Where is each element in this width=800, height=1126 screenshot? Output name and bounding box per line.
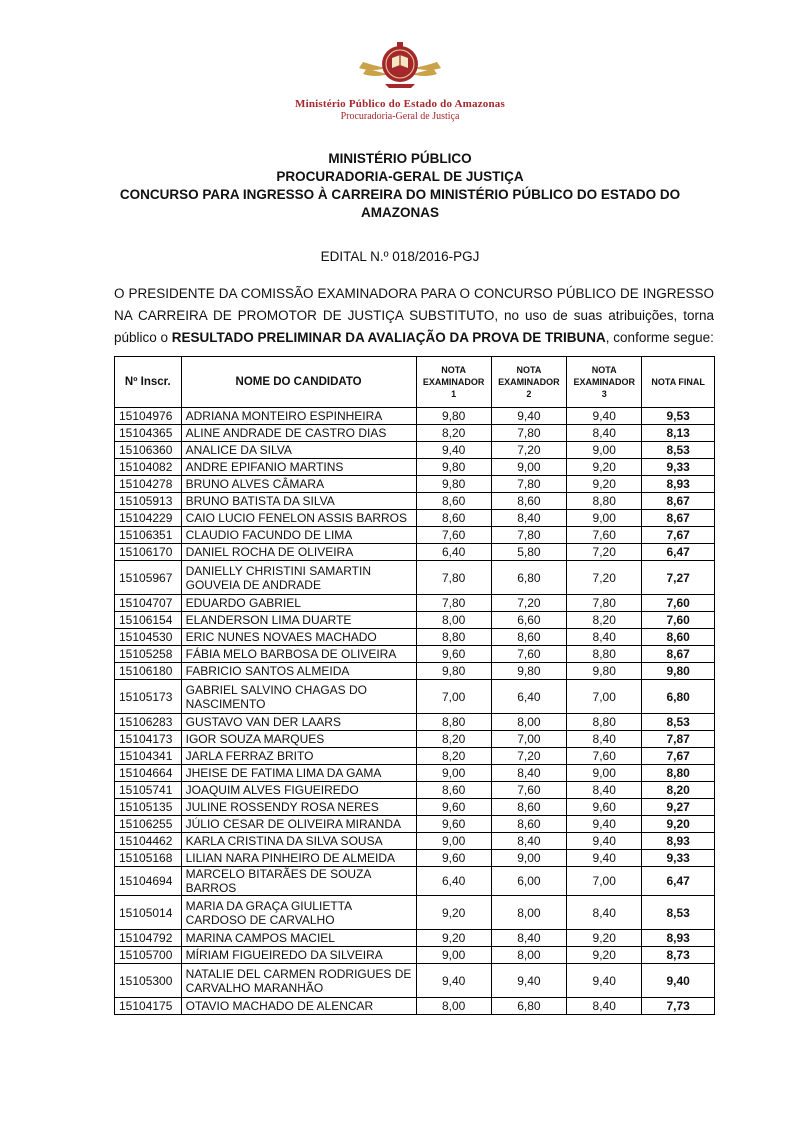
- table-row: [115, 850, 715, 867]
- candidate-name-cell: ADRIANA MONTEIRO ESPINHEIRA: [181, 408, 416, 425]
- examiner-2-score-cell: 9,40: [491, 964, 566, 998]
- header-ex3-b: EXAMINADOR: [573, 377, 635, 387]
- heading-line-3: CONCURSO PARA INGRESSO À CARREIRA DO MINISTÉRIO PÚBLICO DO ESTADO DO: [119, 187, 681, 202]
- examiner-3-score-cell: 9,40: [567, 850, 642, 867]
- examiner-2-score-cell: 6,80: [491, 561, 566, 595]
- examiner-2-score-cell: 8,00: [491, 947, 566, 964]
- examiner-2-score-cell: 8,40: [491, 930, 566, 947]
- examiner-2-score-cell: 6,40: [491, 680, 566, 714]
- examiner-2-score-cell: 9,40: [491, 408, 566, 425]
- examiner-1-score-cell: 9,40: [416, 442, 491, 459]
- table-row: [115, 833, 715, 850]
- examiner-2-score-cell: 8,40: [491, 510, 566, 527]
- inscription-cell: 15105913: [115, 493, 182, 510]
- intro-bold: RESULTADO PRELIMINAR DA AVALIAÇÃO DA PROVA DE TRIBUNA: [171, 330, 606, 345]
- final-score-cell: 7,87: [642, 731, 715, 748]
- inscription-cell: 15105135: [115, 799, 182, 816]
- final-score-cell: 8,53: [642, 442, 715, 459]
- header-ex2-b: EXAMINADOR: [498, 377, 560, 387]
- examiner-3-score-cell: 7,00: [567, 680, 642, 714]
- examiner-1-score-cell: 6,40: [416, 544, 491, 561]
- table-row: [115, 561, 715, 595]
- final-score-cell: 8,93: [642, 476, 715, 493]
- candidate-name-cell: JOAQUIM ALVES FIGUEIREDO: [181, 782, 416, 799]
- inscription-cell: 15105014: [115, 896, 182, 930]
- examiner-1-score-cell: 8,80: [416, 714, 491, 731]
- header-ex1-c: 1: [451, 389, 457, 399]
- examiner-3-score-cell: 7,60: [567, 748, 642, 765]
- candidate-name-cell: MARINA CAMPOS MACIEL: [181, 930, 416, 947]
- final-score-cell: 9,40: [642, 964, 715, 998]
- examiner-3-score-cell: 8,40: [567, 425, 642, 442]
- examiner-3-score-cell: 8,40: [567, 629, 642, 646]
- candidate-name-cell: ELANDERSON LIMA DUARTE: [181, 612, 416, 629]
- results-table: [114, 356, 715, 1015]
- candidate-name-cell: MARCELO BITARÃES DE SOUZA BARROS: [181, 867, 416, 896]
- candidate-name-cell: GABRIEL SALVINO CHAGAS DO NASCIMENTO: [181, 680, 416, 714]
- final-score-cell: 9,53: [642, 408, 715, 425]
- examiner-3-score-cell: 8,40: [567, 998, 642, 1015]
- intro-paragraph: [114, 283, 714, 349]
- final-score-cell: 9,20: [642, 816, 715, 833]
- final-score-cell: 7,60: [642, 612, 715, 629]
- final-score-cell: 9,80: [642, 663, 715, 680]
- examiner-3-score-cell: 9,40: [567, 833, 642, 850]
- examiner-2-score-cell: 8,00: [491, 896, 566, 930]
- table-row: [115, 629, 715, 646]
- inscription-cell: 15104341: [115, 748, 182, 765]
- examiner-1-score-cell: 9,60: [416, 646, 491, 663]
- examiner-1-score-cell: 8,20: [416, 731, 491, 748]
- examiner-2-score-cell: 6,60: [491, 612, 566, 629]
- inscription-cell: 15104976: [115, 408, 182, 425]
- examiner-2-score-cell: 8,40: [491, 833, 566, 850]
- final-score-cell: 8,60: [642, 629, 715, 646]
- examiner-2-score-cell: 7,80: [491, 476, 566, 493]
- header-examiner-2: [491, 357, 566, 408]
- final-score-cell: 8,20: [642, 782, 715, 799]
- table-row: [115, 867, 715, 896]
- examiner-2-score-cell: 8,60: [491, 799, 566, 816]
- org-name: Ministério Público do Estado do Amazonas: [295, 98, 505, 110]
- examiner-3-score-cell: 9,00: [567, 510, 642, 527]
- header-final: NOTA FINAL: [642, 357, 715, 408]
- letterhead: [0, 34, 800, 122]
- header-ex3-c: 3: [601, 389, 607, 399]
- final-score-cell: 6,47: [642, 867, 715, 896]
- examiner-1-score-cell: 9,00: [416, 833, 491, 850]
- candidate-name-cell: FÁBIA MELO BARBOSA DE OLIVEIRA: [181, 646, 416, 663]
- examiner-2-score-cell: 8,60: [491, 629, 566, 646]
- examiner-1-score-cell: 6,40: [416, 867, 491, 896]
- table-row: [115, 930, 715, 947]
- inscription-cell: 15105258: [115, 646, 182, 663]
- candidate-name-cell: ERIC NUNES NOVAES MACHADO: [181, 629, 416, 646]
- examiner-3-score-cell: 9,40: [567, 408, 642, 425]
- inscription-cell: 15105967: [115, 561, 182, 595]
- inscription-cell: 15106283: [115, 714, 182, 731]
- examiner-1-score-cell: 7,80: [416, 595, 491, 612]
- examiner-1-score-cell: 9,60: [416, 816, 491, 833]
- examiner-1-score-cell: 9,00: [416, 947, 491, 964]
- examiner-2-score-cell: 8,40: [491, 765, 566, 782]
- inscription-cell: 15105700: [115, 947, 182, 964]
- examiner-3-score-cell: 9,40: [567, 816, 642, 833]
- examiner-2-score-cell: 7,60: [491, 646, 566, 663]
- table-row: [115, 476, 715, 493]
- heading-line-1: MINISTÉRIO PÚBLICO: [328, 151, 472, 166]
- heading-line-2: PROCURADORIA-GERAL DE JUSTIÇA: [276, 169, 524, 184]
- examiner-3-score-cell: 9,60: [567, 799, 642, 816]
- examiner-3-score-cell: 9,80: [567, 663, 642, 680]
- examiner-1-score-cell: 9,00: [416, 765, 491, 782]
- table-row: [115, 612, 715, 629]
- examiner-2-score-cell: 8,60: [491, 816, 566, 833]
- examiner-3-score-cell: 8,80: [567, 493, 642, 510]
- examiner-2-score-cell: 7,80: [491, 527, 566, 544]
- inscription-cell: 15104530: [115, 629, 182, 646]
- examiner-1-score-cell: 9,80: [416, 459, 491, 476]
- table-row: [115, 998, 715, 1015]
- table-row: [115, 510, 715, 527]
- examiner-1-score-cell: 9,80: [416, 408, 491, 425]
- inscription-cell: 15104462: [115, 833, 182, 850]
- table-row: [115, 527, 715, 544]
- examiner-1-score-cell: 8,60: [416, 510, 491, 527]
- examiner-3-score-cell: 8,40: [567, 782, 642, 799]
- final-score-cell: 8,53: [642, 896, 715, 930]
- institution-seal-icon: [355, 34, 445, 94]
- examiner-3-score-cell: 7,60: [567, 527, 642, 544]
- examiner-1-score-cell: 9,20: [416, 930, 491, 947]
- candidate-name-cell: FABRICIO SANTOS ALMEIDA: [181, 663, 416, 680]
- table-row: [115, 595, 715, 612]
- examiner-1-score-cell: 7,60: [416, 527, 491, 544]
- table-row: [115, 731, 715, 748]
- candidate-name-cell: KARLA CRISTINA DA SILVA SOUSA: [181, 833, 416, 850]
- examiner-1-score-cell: 8,00: [416, 998, 491, 1015]
- examiner-1-score-cell: 7,80: [416, 561, 491, 595]
- final-score-cell: 8,67: [642, 493, 715, 510]
- inscription-cell: 15104278: [115, 476, 182, 493]
- org-subtitle: Procuradoria-Geral de Justiça: [340, 111, 460, 122]
- inscription-cell: 15104707: [115, 595, 182, 612]
- table-row: [115, 816, 715, 833]
- candidate-name-cell: ALINE ANDRADE DE CASTRO DIAS: [181, 425, 416, 442]
- table-row: [115, 964, 715, 998]
- inscription-cell: 15104175: [115, 998, 182, 1015]
- examiner-3-score-cell: 9,00: [567, 442, 642, 459]
- final-score-cell: 8,67: [642, 646, 715, 663]
- header-ex1-b: EXAMINADOR: [422, 377, 485, 387]
- document-heading: [0, 150, 800, 222]
- candidate-name-cell: EDUARDO GABRIEL: [181, 595, 416, 612]
- candidate-name-cell: DANIELLY CHRISTINI SAMARTIN GOUVEIA DE ANDRADE: [181, 561, 416, 595]
- candidate-name-cell: LILIAN NARA PINHEIRO DE ALMEIDA: [181, 850, 416, 867]
- table-row: [115, 493, 715, 510]
- examiner-3-score-cell: 8,40: [567, 731, 642, 748]
- inscription-cell: 15104792: [115, 930, 182, 947]
- table-row: [115, 765, 715, 782]
- header-ex2-c: 2: [526, 389, 532, 399]
- examiner-1-score-cell: 8,80: [416, 629, 491, 646]
- header-ex2-a: NOTA: [516, 365, 542, 375]
- inscription-cell: 15104082: [115, 459, 182, 476]
- intro-tail: , conforme segue:: [605, 330, 714, 345]
- candidate-name-cell: DANIEL ROCHA DE OLIVEIRA: [181, 544, 416, 561]
- table-row: [115, 425, 715, 442]
- inscription-cell: 15106154: [115, 612, 182, 629]
- table-row: [115, 459, 715, 476]
- examiner-1-score-cell: 9,40: [416, 964, 491, 998]
- examiner-1-score-cell: 8,60: [416, 493, 491, 510]
- table-row: [115, 714, 715, 731]
- table-body: [115, 408, 715, 1015]
- inscription-cell: 15104229: [115, 510, 182, 527]
- examiner-3-score-cell: 7,80: [567, 595, 642, 612]
- examiner-2-score-cell: 5,80: [491, 544, 566, 561]
- examiner-3-score-cell: 9,20: [567, 947, 642, 964]
- examiner-1-score-cell: 9,80: [416, 476, 491, 493]
- heading-line-4: AMAZONAS: [361, 205, 439, 220]
- final-score-cell: 8,80: [642, 765, 715, 782]
- inscription-cell: 15105300: [115, 964, 182, 998]
- examiner-2-score-cell: 7,80: [491, 425, 566, 442]
- candidate-name-cell: MARIA DA GRAÇA GIULIETTA CARDOSO DE CARVALHO: [181, 896, 416, 930]
- final-score-cell: 8,53: [642, 714, 715, 731]
- final-score-cell: 7,67: [642, 527, 715, 544]
- examiner-2-score-cell: 7,20: [491, 595, 566, 612]
- candidate-name-cell: BRUNO ALVES CÂMARA: [181, 476, 416, 493]
- examiner-2-score-cell: 7,20: [491, 442, 566, 459]
- final-score-cell: 8,13: [642, 425, 715, 442]
- candidate-name-cell: ANALICE DA SILVA: [181, 442, 416, 459]
- examiner-1-score-cell: 9,60: [416, 799, 491, 816]
- examiner-1-score-cell: 8,60: [416, 782, 491, 799]
- final-score-cell: 7,67: [642, 748, 715, 765]
- examiner-3-score-cell: 9,00: [567, 765, 642, 782]
- table-row: [115, 748, 715, 765]
- table-row: [115, 680, 715, 714]
- header-ex3-a: NOTA: [591, 365, 617, 375]
- header-inscr: Nº Inscr.: [115, 357, 182, 408]
- examiner-1-score-cell: 9,80: [416, 663, 491, 680]
- examiner-3-score-cell: 7,20: [567, 544, 642, 561]
- examiner-1-score-cell: 7,00: [416, 680, 491, 714]
- examiner-3-score-cell: 7,20: [567, 561, 642, 595]
- inscription-cell: 15106255: [115, 816, 182, 833]
- candidate-name-cell: CAIO LUCIO FENELON ASSIS BARROS: [181, 510, 416, 527]
- table-row: [115, 782, 715, 799]
- final-score-cell: 8,93: [642, 930, 715, 947]
- candidate-name-cell: IGOR SOUZA MARQUES: [181, 731, 416, 748]
- examiner-2-score-cell: 7,60: [491, 782, 566, 799]
- candidate-name-cell: JHEISE DE FATIMA LIMA DA GAMA: [181, 765, 416, 782]
- candidate-name-cell: JARLA FERRAZ BRITO: [181, 748, 416, 765]
- table-row: [115, 442, 715, 459]
- table-row: [115, 663, 715, 680]
- examiner-2-score-cell: 7,00: [491, 731, 566, 748]
- header-ex1-a: NOTA: [441, 365, 467, 375]
- candidate-name-cell: JULINE ROSSENDY ROSA NERES: [181, 799, 416, 816]
- table-header-row: [115, 357, 715, 408]
- final-score-cell: 8,93: [642, 833, 715, 850]
- table-row: [115, 896, 715, 930]
- examiner-2-score-cell: 6,00: [491, 867, 566, 896]
- final-score-cell: 9,27: [642, 799, 715, 816]
- table-row: [115, 646, 715, 663]
- inscription-cell: 15106170: [115, 544, 182, 561]
- examiner-2-score-cell: 9,00: [491, 459, 566, 476]
- inscription-cell: 15106180: [115, 663, 182, 680]
- candidate-name-cell: BRUNO BATISTA DA SILVA: [181, 493, 416, 510]
- candidate-name-cell: NATALIE DEL CARMEN RODRIGUES DE CARVALHO MARANHÃO: [181, 964, 416, 998]
- final-score-cell: 7,60: [642, 595, 715, 612]
- header-examiner-3: [567, 357, 642, 408]
- examiner-2-score-cell: 6,80: [491, 998, 566, 1015]
- examiner-1-score-cell: 9,20: [416, 896, 491, 930]
- table-row: [115, 799, 715, 816]
- candidate-name-cell: JÚLIO CESAR DE OLIVEIRA MIRANDA: [181, 816, 416, 833]
- candidate-name-cell: CLAUDIO FACUNDO DE LIMA: [181, 527, 416, 544]
- final-score-cell: 6,47: [642, 544, 715, 561]
- examiner-3-score-cell: 8,80: [567, 714, 642, 731]
- examiner-3-score-cell: 8,80: [567, 646, 642, 663]
- examiner-3-score-cell: 9,40: [567, 964, 642, 998]
- examiner-1-score-cell: 8,00: [416, 612, 491, 629]
- examiner-1-score-cell: 8,20: [416, 425, 491, 442]
- final-score-cell: 8,73: [642, 947, 715, 964]
- final-score-cell: 7,27: [642, 561, 715, 595]
- inscription-cell: 15104694: [115, 867, 182, 896]
- final-score-cell: 8,67: [642, 510, 715, 527]
- inscription-cell: 15105168: [115, 850, 182, 867]
- inscription-cell: 15104173: [115, 731, 182, 748]
- inscription-cell: 15104365: [115, 425, 182, 442]
- inscription-cell: 15106351: [115, 527, 182, 544]
- intro-text: O PRESIDENTE DA COMISSÃO EXAMINADORA PARA O CONCURSO PÚBLICO DE INGRESSO NA CARREIRA DE PROMOTOR DE JUSTIÇA SUBSTITUTO, no uso de suas atribuições, torna público o: [114, 286, 714, 345]
- table-row: [115, 947, 715, 964]
- inscription-cell: 15106360: [115, 442, 182, 459]
- examiner-2-score-cell: 8,00: [491, 714, 566, 731]
- candidate-name-cell: ANDRE EPIFANIO MARTINS: [181, 459, 416, 476]
- examiner-2-score-cell: 8,60: [491, 493, 566, 510]
- table-row: [115, 408, 715, 425]
- edital-number: EDITAL N.º 018/2016-PGJ: [320, 249, 480, 264]
- candidate-name-cell: GUSTAVO VAN DER LAARS: [181, 714, 416, 731]
- final-score-cell: 7,73: [642, 998, 715, 1015]
- header-name: NOME DO CANDIDATO: [181, 357, 416, 408]
- examiner-3-score-cell: 8,40: [567, 896, 642, 930]
- examiner-3-score-cell: 9,20: [567, 459, 642, 476]
- candidate-name-cell: OTAVIO MACHADO DE ALENCAR: [181, 998, 416, 1015]
- final-score-cell: 9,33: [642, 850, 715, 867]
- inscription-cell: 15105173: [115, 680, 182, 714]
- final-score-cell: 9,33: [642, 459, 715, 476]
- examiner-2-score-cell: 9,00: [491, 850, 566, 867]
- examiner-1-score-cell: 8,20: [416, 748, 491, 765]
- examiner-3-score-cell: 8,20: [567, 612, 642, 629]
- examiner-2-score-cell: 7,20: [491, 748, 566, 765]
- examiner-1-score-cell: 9,60: [416, 850, 491, 867]
- header-examiner-1: [416, 357, 491, 408]
- final-score-cell: 6,80: [642, 680, 715, 714]
- inscription-cell: 15104664: [115, 765, 182, 782]
- examiner-3-score-cell: 9,20: [567, 930, 642, 947]
- inscription-cell: 15105741: [115, 782, 182, 799]
- table-row: [115, 544, 715, 561]
- candidate-name-cell: MÍRIAM FIGUEIREDO DA SILVEIRA: [181, 947, 416, 964]
- examiner-3-score-cell: 7,00: [567, 867, 642, 896]
- examiner-2-score-cell: 9,80: [491, 663, 566, 680]
- examiner-3-score-cell: 9,20: [567, 476, 642, 493]
